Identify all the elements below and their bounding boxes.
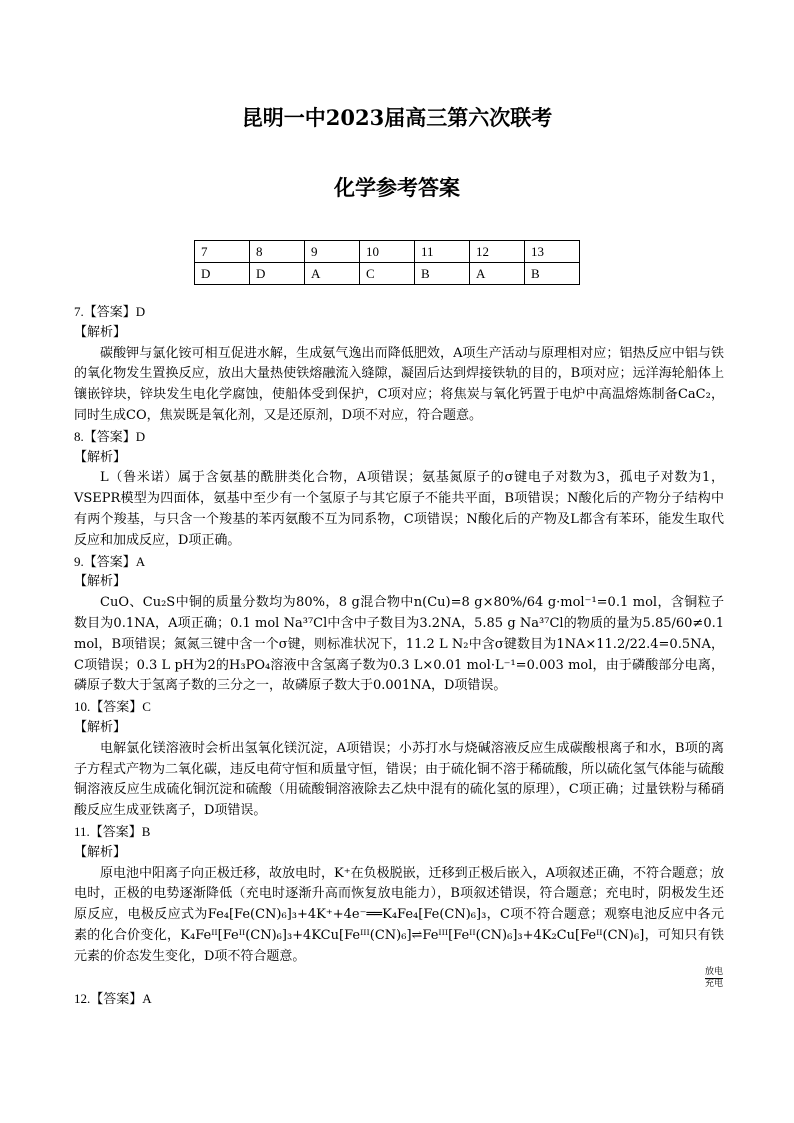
answer-line-8: 8.【答案】D [74,428,146,444]
question-number-cell: 11 [415,241,470,263]
charge-label: 充电 [704,978,723,989]
answer-table [194,240,580,285]
analysis-text-7: 碳酸钾与氯化铵可相互促进水解，生成氨气逸出而降低肥效，A项生产活动与原理相对应；铝热反应中铝与铁的氧化物发生置换反应，放出大量热使铁熔融流入缝隙，凝固后达到焊接铁轨的目的，B项对应；远洋海轮船体上镶嵌锌块，锌块发生电化学腐蚀，使船体受到保护，C项对应；将焦炭与氧化钙置于电炉中高温熔炼制备CaC₂，同时生成CO，焦炭既是氧化剂，又是还原剂，D项不对应，符合题意。 [74,345,724,423]
answer-line-9: 9.【答案】A [74,553,146,569]
answer-table-numbers-row [195,241,580,263]
question-number-cell: 7 [195,241,250,263]
question-number-cell: 9 [305,241,360,263]
answer-cell: A [470,263,525,285]
analysis-label-11: 【解析】 [74,844,127,860]
analysis-label-7: 【解析】 [74,324,127,340]
answer-cell: D [195,263,250,285]
question-number-cell: 8 [250,241,305,263]
analysis-text-9: CuO、Cu₂S中铜的质量分数均为80%，8 g混合物中n(Cu)=8 g×80%/64 g·mol⁻¹=0.1 mol，含铜粒子数目为0.1NA，A项正确；0.1 mol Na³⁷Cl中含中子数目为3.2NA，5.85 g Na³⁷Cl的物质的量为5.85/60≠0.1 mol，B项错误；氮氮三键中含一个σ键，则标准状况下，11.2 L N₂中含σ键数目为1NA×11.2/22.4=0.5NA，C项错误；0.3 L pH为2的H₃PO₄溶液中含氢离子数为0.3 L×0.01 mol·L⁻¹=0.003 mol，由于磷酸部分电离，磷原子数大于氢离子数的三分之一，故磷原子数大于0.001NA，D项错误。 [74,595,724,694]
reaction-condition-marks [74,968,724,989]
answer-line-7: 7.【答案】D [74,304,146,319]
page-title: 昆明一中2023届高三第六次联考 [241,105,553,130]
answer-cell: C [360,263,415,285]
answer-line-12: 12.【答案】A [74,990,152,1006]
analysis-label-10: 【解析】 [74,719,127,735]
answer-cell: D [250,263,305,285]
analysis-text-10: 电解氯化镁溶液时会析出氢氧化镁沉淀，A项错误；小苏打水与烧碱溶液反应生成碳酸根离子和水，B项的离子方程式产物为二氧化碳，违反电荷守恒和质量守恒，错误；由于硫化铜不溶于稀硫酸，所以硫化氢气体能与硫酸铜溶液反应生成硫化铜沉淀和硫酸（用硫酸铜溶液除去乙炔中混有的硫化氢的原理），C项正确；过量铁粉与稀硝酸反应生成亚铁离子，D项错误。 [74,740,725,819]
answer-cell: B [525,263,580,285]
question-number-cell: 13 [525,241,580,263]
answer-cell: B [415,263,470,285]
question-number-cell: 12 [470,241,525,263]
answer-line-10: 10.【答案】C [74,699,151,715]
analysis-text-11: 原电池中阳离子向正极迁移，故放电时，K⁺在负极脱嵌，迁移到正极后嵌入，A项叙述正确，不符合题意；放电时，正极的电势逐渐降低（充电时逐渐升高而恢复放电能力），B项叙述错误，符合题意；充电时，阴极发生还原反应，电极反应式为Fe₄[Fe(CN)₆]₃+4K⁺+4e⁻══K₄Fe₄[Fe(CN)₆]₃，C项不符合题意；观察电池反应中各元素的化合价变化，K₄Feᴵᴵ[Feᴵᴵ(CN)₆]₃+4KCu[Feᴵᴵᴵ(CN)₆]⇌Feᴵᴵᴵ[Feᴵᴵ(CN)₆]₃+4K₂Cu[Feᴵᴵ(CN)₆]，可知只有铁元素的价态发生变化，D项不符合题意。 [74,865,724,964]
explanations [74,302,724,1009]
answer-line-11: 11.【答案】B [74,823,151,839]
answer-table-answers-row [195,263,580,285]
answer-cell: A [305,263,360,285]
page-subtitle: 化学参考答案 [334,175,460,200]
discharge-label: 放电 [704,966,723,977]
question-number-cell: 10 [360,241,415,263]
analysis-label-8: 【解析】 [74,449,127,465]
analysis-text-8: L（鲁米诺）属于含氨基的酰肼类化合物，A项错误；氨基氮原子的σ键电子对数为3，孤电子对数为1，VSEPR模型为四面体，氨基中至少有一个氢原子与其它原子不能共平面，B项错误；N酸化后的产物分子结构中有两个羧基，与只含一个羧基的苯丙氨酸不互为同系物，C项错误；N酸化后的产物及L都含有苯环，能发生取代反应和加成反应，D项正确。 [74,470,724,548]
reaction-condition [705,968,723,989]
analysis-label-9: 【解析】 [74,574,127,590]
